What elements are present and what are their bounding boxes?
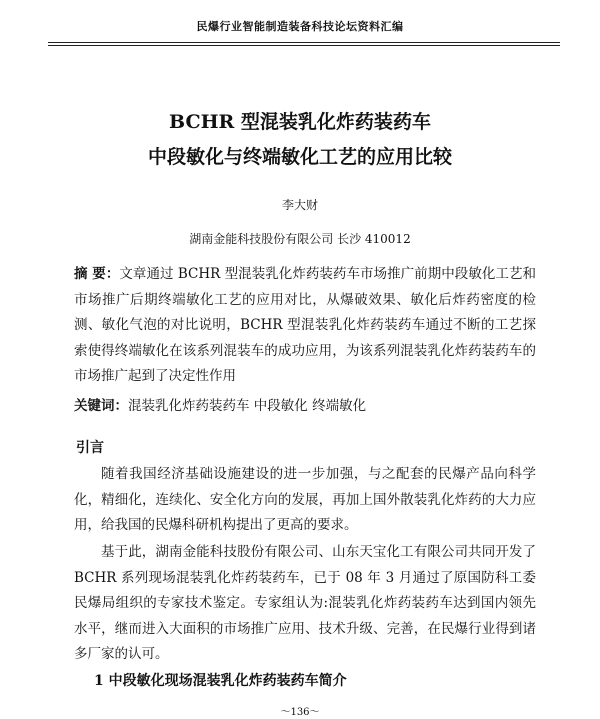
- section-1-heading: 1 中段敏化现场混装乳化炸药装药车简介: [94, 673, 347, 689]
- paper-title-line2: 中段敏化与终端敏化工艺的应用比较: [147, 146, 452, 168]
- intro-heading: 引言: [76, 440, 104, 456]
- abstract-text: 文章通过 BCHR 型混装乳化炸药装药车市场推广前期中段敏化工艺和市场推广后期终端敏化工艺的应用对比，从爆破效果、敏化后炸药密度的检测、敏化气泡的对比说明，BCHR 型混装乳化炸药装药车通过不断的工艺探索使得终端敏化在该系列混装车的成功应用，为该系列混装乳化炸药装药车的市场推广起到了决定性作用: [74, 266, 536, 384]
- header-rule-top: [48, 42, 560, 43]
- keywords-text: 混装乳化炸药装药车 中段敏化 终端敏化: [128, 398, 367, 414]
- keywords: [74, 394, 536, 414]
- intro-paragraph-2: 基于此，湖南金能科技股份有限公司、山东天宝化工有限公司共同开发了 BCHR 系列现场混装乳化炸药装药车，已于 08 年 3 月通过了原国防科工委民爆局组织的专家技术鉴定。专家组认为:混装乳化炸药装药车达到国内领先水平，继而进入大面积的市场推广应用、技术升级、完善，在民爆行业得到诸多厂家的认可。: [74, 544, 536, 663]
- paper-title-line1: BCHR 型混装乳化炸药装药车: [169, 111, 431, 133]
- abstract: [74, 262, 536, 390]
- running-header: 民爆行业智能制造装备科技论坛资料汇编: [196, 20, 404, 33]
- keywords-label: 关键词：: [74, 398, 128, 414]
- author: 李大财: [281, 198, 318, 212]
- affiliation: 湖南金能科技股份有限公司 长沙 410012: [189, 232, 411, 246]
- abstract-label: 摘 要：: [74, 266, 120, 282]
- header-rule-bottom: [48, 45, 560, 46]
- page-number: ～136～: [280, 707, 320, 718]
- intro-paragraph-1: 随着我国经济基础设施建设的进一步加强，与之配套的民爆产品向科学化，精细化，连续化、安全化方向的发展，再加上国外散装乳化炸药的大力应用，给我国的民爆科研机构提出了更高的要求。: [74, 466, 536, 534]
